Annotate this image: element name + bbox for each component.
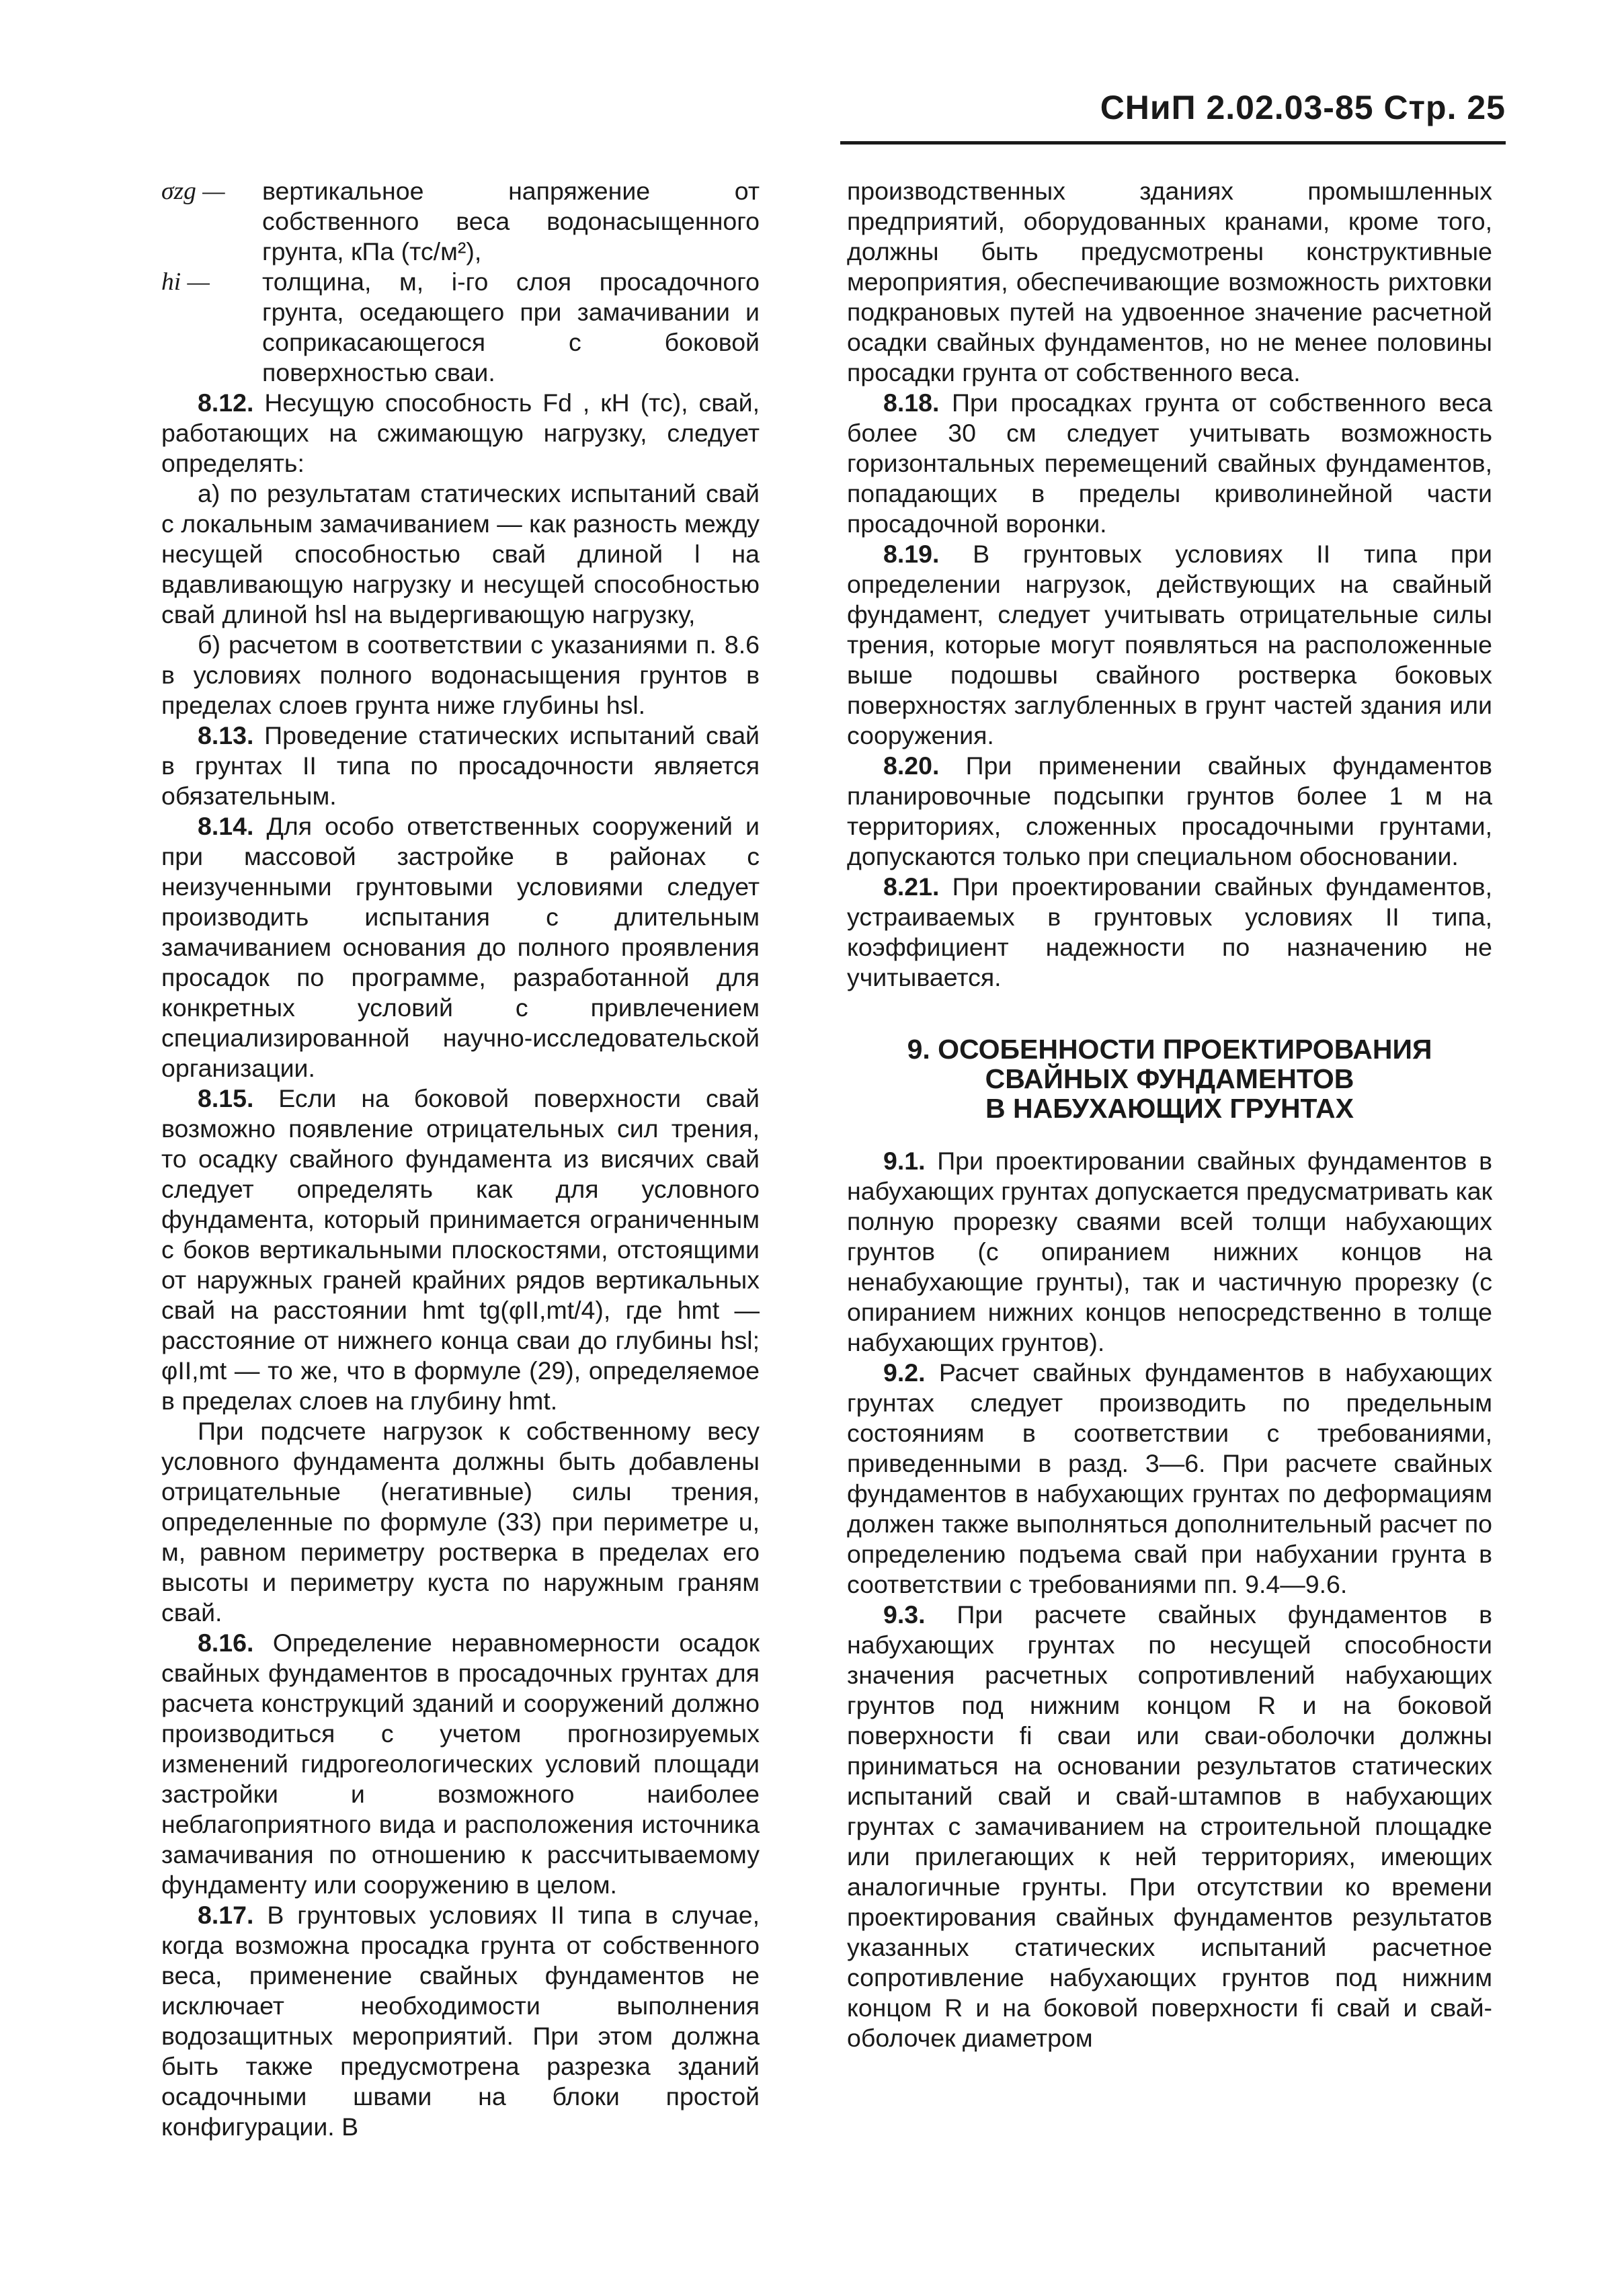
right-column <box>847 176 1492 2053</box>
clause-number: 8.19. <box>883 540 940 568</box>
clause-text: При просадках грунта от собственного веса более 30 см следует учитывать возможность горизонтальных перемещений свайных фундаментов, попадающих в пределы криволинейной части просадочной воронки. <box>847 388 1493 538</box>
clause-8-15-continued <box>161 1416 760 1628</box>
clause-8-15 <box>161 1083 760 1416</box>
clause-text: При подсчете нагрузок к собственному весу условного фундамента должны быть добавлены отрицательные (негативные) силы трения, определенные по формуле (33) при периметре u, м, равном периметру ростверка в пределах его высоты и периметру куста по наружным граням свай. <box>161 1417 760 1627</box>
definition-text: вертикальное напряжение от собственного веса водонасыщенного грунта, кПа (тс/м²), <box>262 177 760 265</box>
clause-text: Если на боковой поверхности свай возможно появление отрицательных сил трения, то осадку свайного фундамента из висячих свай следует определять как для условного фундамента, который принимается ограниченным с боков вертикальными плоскостями, отстоящими от наружных граней крайних рядов вертикальных свай на расстоянии hmt tg(φII,mt/4), где hmt — расстояние от нижнего конца сваи до глубины hsl; φII,mt — то же, что в формуле (29), определяемое в пределах слоев на глубину hmt. <box>161 1084 760 1415</box>
clause-text: Расчет свайных фундаментов в набухающих грунтах следует производить по предельным состояниям в соответствии с требованиями, приведенными в разд. 3—6. При расчете свайных фундаментов в набухающих грунтах по деформациям должен также выполняться дополнительный расчет по определению подъема свай при набухании грунта в соответствии с требованиями пп. 9.4—9.6. <box>847 1358 1492 1598</box>
clause-text: Для особо ответственных сооружений и при массовой застройке в районах с неизученными грунтовыми условиями следует производить испытания с длительным замачиванием основания до полного проявления просадок по программе, разработанной для конкретных условий с привлечением специализированной научно-исследовательской организации. <box>161 812 760 1082</box>
clause-number: 8.21. <box>883 872 940 901</box>
section-title-line: В НАБУХАЮЩИХ ГРУНТАХ <box>985 1093 1354 1124</box>
section-title-line: 9. ОСОБЕННОСТИ ПРОЕКТИРОВАНИЯ <box>907 1034 1432 1065</box>
running-header <box>840 81 1506 145</box>
clause-text: Проведение статических испытаний свай в грунтах II типа по просадочности является обязательным. <box>161 721 760 810</box>
clause-8-18 <box>847 388 1492 539</box>
clause-number: 8.17. <box>198 1901 254 1929</box>
clause-text: При расчете свайных фундаментов в набухающих грунтах по несущей способности значения расчетных сопротивлений набухающих грунтов под нижним концом R и на боковой поверхности fi сваи или сваи-оболочки должны приниматься на основании результатов статических испытаний свай и свай-штампов в набухающих грунтах с замачиванием на строительной площадке или прилегающих к ней территориях, имеющих аналогичные грунты. При отсутствии ко времени проектирования свайных фундаментов результатов указанных статических испытаний расчетное сопротивление набухающих грунтов под нижним концом R и на боковой поверхности fi свай и свай-оболочек диаметром <box>847 1600 1492 2052</box>
clause-number: 8.18. <box>883 388 940 417</box>
section-9-title <box>847 1034 1492 1123</box>
clause-8-19 <box>847 539 1492 751</box>
clause-number: 8.14. <box>198 812 254 840</box>
clause-8-17 <box>161 1900 760 2142</box>
running-head: СНиП 2.02.03-85 Стр. 25 <box>1100 89 1506 126</box>
definition-h-i <box>161 267 760 388</box>
clause-8-14 <box>161 811 760 1083</box>
clause-number: 9.1. <box>883 1147 926 1175</box>
clause-8-13 <box>161 721 760 811</box>
clause-9-1 <box>847 1146 1492 1358</box>
clause-text: В грунтовых условиях II типа при определении нагрузок, действующих на свайный фундамент, следует учитывать отрицательные силы трения, которые могут появляться на расположенные выше подошвы свайного ростверка боковых поверхностях заглубленных в грунт частей здания или сооружения. <box>847 540 1492 749</box>
clause-text: При проектировании свайных фундаментов в набухающих грунтах допускается предусматривать как полную прорезку сваями всей толщи набухающих грунтов (с опиранием нижних концов на ненабухающие грунты), так и частичную прорезку (с опиранием нижних концов непосредственно в толще набухающих грунтов). <box>847 1147 1492 1356</box>
clause-text: Определение неравномерности осадок свайных фундаментов в просадочных грунтах для расчета конструкций зданий и сооружений должно производиться с учетом прогнозируемых изменений гидрогеологических условий площади застройки и возможного наиболее неблагоприятного вида и расположения источника замачивания по отношению к рассчитываемому фундаменту или сооружению в целом. <box>161 1629 760 1899</box>
clause-number: 9.2. <box>883 1358 926 1387</box>
clause-text: При применении свайных фундаментов планировочные подсыпки грунтов более 1 м на территориях, сложенных просадочными грунтами, допускаются только при специальном обосновании. <box>847 751 1493 870</box>
clause-number: 8.12. <box>198 388 254 417</box>
clause-8-12 <box>161 388 760 479</box>
clause-number: 8.20. <box>883 751 940 780</box>
clause-number: 8.13. <box>198 721 254 749</box>
clause-text: При проектировании свайных фундаментов, устраиваемых в грунтовых условиях II типа, коэффициент надежности по назначению не учитывается. <box>847 872 1493 991</box>
clause-8-17-continued <box>847 176 1492 388</box>
definition-term: σzg — <box>161 177 225 205</box>
clause-text: а) по результатам статических испытаний свай с локальным замачиванием — как разность между несущей способностью свай длиной l на вдавливающую нагрузку и несущей способностью свай длиной hsl на выдергивающую нагрузку, <box>161 479 760 628</box>
definition-sigma-zg <box>161 176 760 267</box>
left-column <box>161 176 760 2142</box>
clause-number: 8.15. <box>198 1084 254 1112</box>
clause-8-16 <box>161 1628 760 1900</box>
clause-number: 8.16. <box>198 1629 254 1657</box>
clause-text: производственных зданиях промышленных предприятий, оборудованных кранами, кроме того, должны быть предусмотрены конструктивные мероприятия, обеспечивающие возможность рихтовки подкрановых путей на удвоенное значение расчетной осадки свайных фундаментов, но не менее половины просадки грунта от собственного веса. <box>847 177 1492 386</box>
section-title-line: СВАЙНЫХ ФУНДАМЕНТОВ <box>985 1063 1354 1094</box>
clause-number: 9.3. <box>883 1600 926 1629</box>
clause-text: В грунтовых условиях II типа в случае, когда возможна просадка грунта от собственного веса, применение свайных фундаментов не исключает необходимости выполнения водозащитных мероприятий. При этом должна быть также предусмотрена разрезка зданий осадочными швами на блоки простой конфигурации. В <box>161 1901 760 2141</box>
clause-9-3 <box>847 1600 1492 2053</box>
clause-8-21 <box>847 872 1492 993</box>
definition-term: hi — <box>161 268 210 296</box>
clause-8-20 <box>847 751 1492 872</box>
clause-9-2 <box>847 1358 1492 1600</box>
clause-text: Несущую способность Fd , кН (тс), свай, работающих на сжимающую нагрузку, следует определять: <box>161 388 760 477</box>
definition-text: толщина, м, i-го слоя просадочного грунта, оседающего при замачивании и соприкасающегося с боковой поверхностью сваи. <box>262 268 760 386</box>
clause-text: б) расчетом в соответствии с указаниями п. 8.6 в условиях полного водонасыщения грунтов в пределах слоев грунта ниже глубины hsl. <box>161 630 760 719</box>
clause-8-12-a <box>161 479 760 630</box>
clause-8-12-b <box>161 630 760 721</box>
